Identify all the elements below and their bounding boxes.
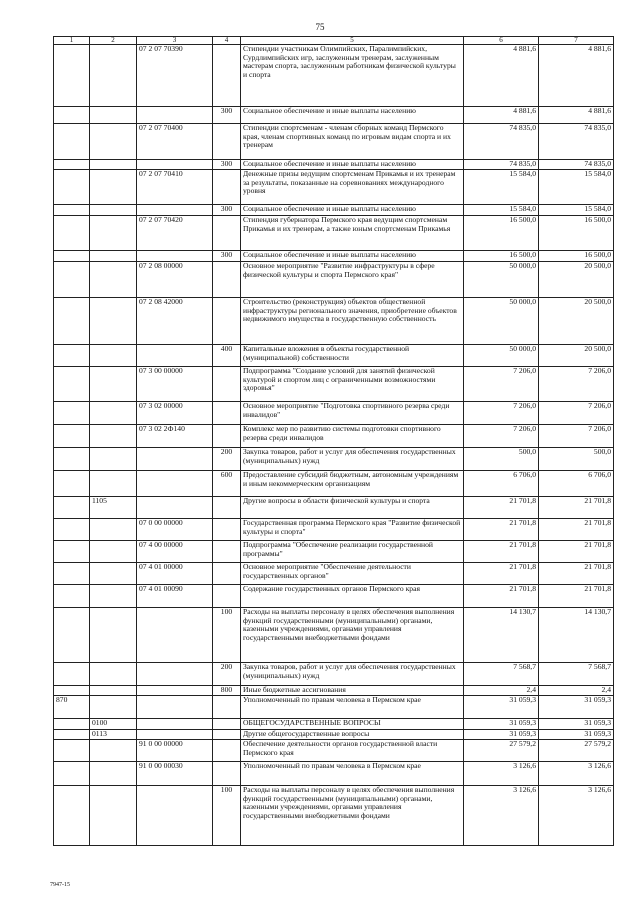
- ministry-code-cell: [54, 205, 90, 216]
- table-row: [54, 298, 614, 345]
- expense-type-cell: [213, 762, 241, 786]
- amount-year1-cell: 500,0: [464, 448, 539, 471]
- section-code-cell: [90, 519, 137, 541]
- section-code-cell: [90, 425, 137, 448]
- expense-type-cell: [213, 170, 241, 205]
- table-row: [54, 107, 614, 124]
- amount-year2-cell: 3 126,6: [539, 786, 614, 846]
- expense-type-cell: [213, 402, 241, 425]
- budget-table: [53, 36, 614, 846]
- ministry-code-cell: [54, 608, 90, 663]
- target-article-cell: 91 0 00 00030: [137, 762, 213, 786]
- expense-type-cell: [213, 730, 241, 740]
- target-article-cell: [137, 786, 213, 846]
- amount-year2-cell: 20 500,0: [539, 262, 614, 298]
- amount-year1-cell: 50 000,0: [464, 345, 539, 367]
- amount-year2-cell: 6 706,0: [539, 471, 614, 497]
- description-cell: Стипендии спортсменам - членам сборных команд Пермского края, членам спортивных команд по игровым видам спорта и их тренерам: [241, 124, 464, 160]
- table-row: [54, 124, 614, 160]
- amount-year2-cell: 4 881,6: [539, 45, 614, 107]
- target-article-cell: 07 2 07 70390: [137, 45, 213, 107]
- section-code-cell: [90, 124, 137, 160]
- ministry-code-cell: [54, 740, 90, 762]
- amount-year1-cell: 15 584,0: [464, 170, 539, 205]
- table-row: [54, 740, 614, 762]
- ministry-code-cell: [54, 367, 90, 402]
- table-row: [54, 448, 614, 471]
- expense-type-cell: 800: [213, 686, 241, 696]
- description-cell: Обеспечение деятельности органов государственной власти Пермского края: [241, 740, 464, 762]
- target-article-cell: [137, 107, 213, 124]
- table-row: [54, 160, 614, 170]
- expense-type-cell: [213, 719, 241, 730]
- amount-year1-cell: 14 130,7: [464, 608, 539, 663]
- target-article-cell: 07 4 00 00000: [137, 541, 213, 563]
- target-article-cell: 07 2 07 70420: [137, 216, 213, 251]
- amount-year1-cell: 31 059,3: [464, 719, 539, 730]
- expense-type-cell: [213, 45, 241, 107]
- expense-type-cell: 300: [213, 107, 241, 124]
- table-row: [54, 730, 614, 740]
- section-code-cell: [90, 585, 137, 608]
- table-row: [54, 45, 614, 107]
- section-code-cell: [90, 786, 137, 846]
- amount-year1-cell: 31 059,3: [464, 696, 539, 719]
- amount-year1-cell: 7 206,0: [464, 402, 539, 425]
- amount-year1-cell: 7 568,7: [464, 663, 539, 686]
- target-article-cell: [137, 160, 213, 170]
- section-code-cell: [90, 686, 137, 696]
- expense-type-cell: 400: [213, 345, 241, 367]
- description-cell: Основное мероприятие "Развитие инфраструктуры в сфере физической культуры и спорта Пермского края": [241, 262, 464, 298]
- table-row: [54, 719, 614, 730]
- amount-year1-cell: 7 206,0: [464, 367, 539, 402]
- expense-type-cell: [213, 541, 241, 563]
- description-cell: Закупка товаров, работ и услуг для обеспечения государственных (муниципальных) нужд: [241, 663, 464, 686]
- amount-year1-cell: 6 706,0: [464, 471, 539, 497]
- description-cell: Иные бюджетные ассигнования: [241, 686, 464, 696]
- amount-year2-cell: 7 206,0: [539, 367, 614, 402]
- column-number: 6: [464, 37, 539, 45]
- table-row: [54, 471, 614, 497]
- section-code-cell: [90, 541, 137, 563]
- description-cell: Социальное обеспечение и иные выплаты населению: [241, 160, 464, 170]
- amount-year2-cell: 4 881,6: [539, 107, 614, 124]
- section-code-cell: [90, 608, 137, 663]
- expense-type-cell: 200: [213, 448, 241, 471]
- table-row: [54, 251, 614, 262]
- table-row: [54, 425, 614, 448]
- section-code-cell: [90, 367, 137, 402]
- section-code-cell: 1105: [90, 497, 137, 519]
- section-code-cell: [90, 251, 137, 262]
- amount-year1-cell: 21 701,8: [464, 519, 539, 541]
- amount-year1-cell: 50 000,0: [464, 262, 539, 298]
- table-row: [54, 696, 614, 719]
- table-row: [54, 345, 614, 367]
- section-code-cell: [90, 402, 137, 425]
- amount-year2-cell: 7 206,0: [539, 402, 614, 425]
- target-article-cell: 07 4 01 00000: [137, 563, 213, 585]
- target-article-cell: [137, 471, 213, 497]
- target-article-cell: 07 3 00 00000: [137, 367, 213, 402]
- table-row: [54, 262, 614, 298]
- target-article-cell: [137, 686, 213, 696]
- amount-year1-cell: 74 835,0: [464, 160, 539, 170]
- target-article-cell: 07 2 07 70410: [137, 170, 213, 205]
- ministry-code-cell: [54, 719, 90, 730]
- expense-type-cell: [213, 124, 241, 160]
- expense-type-cell: 300: [213, 205, 241, 216]
- column-number: 3: [137, 37, 213, 45]
- ministry-code-cell: [54, 298, 90, 345]
- description-cell: Комплекс мер по развитию системы подготовки спортивного резерва среди инвалидов: [241, 425, 464, 448]
- amount-year1-cell: 3 126,6: [464, 762, 539, 786]
- ministry-code-cell: [54, 686, 90, 696]
- amount-year2-cell: 31 059,3: [539, 696, 614, 719]
- section-code-cell: [90, 563, 137, 585]
- amount-year1-cell: 21 701,8: [464, 497, 539, 519]
- amount-year2-cell: 21 701,8: [539, 585, 614, 608]
- expense-type-cell: [213, 367, 241, 402]
- amount-year1-cell: 21 701,8: [464, 563, 539, 585]
- amount-year2-cell: 74 835,0: [539, 124, 614, 160]
- amount-year1-cell: 2,4: [464, 686, 539, 696]
- target-article-cell: 07 3 02 00000: [137, 402, 213, 425]
- table-row: [54, 205, 614, 216]
- column-number-row: [54, 37, 614, 45]
- expense-type-cell: [213, 696, 241, 719]
- ministry-code-cell: [54, 124, 90, 160]
- target-article-cell: [137, 345, 213, 367]
- target-article-cell: [137, 205, 213, 216]
- amount-year1-cell: 31 059,3: [464, 730, 539, 740]
- amount-year2-cell: 21 701,8: [539, 519, 614, 541]
- ministry-code-cell: [54, 497, 90, 519]
- column-number: 2: [90, 37, 137, 45]
- section-code-cell: [90, 471, 137, 497]
- table-row: [54, 541, 614, 563]
- expense-type-cell: [213, 740, 241, 762]
- section-code-cell: 0100: [90, 719, 137, 730]
- table-body: [54, 45, 614, 846]
- amount-year2-cell: 21 701,8: [539, 563, 614, 585]
- description-cell: Уполномоченный по правам человека в Пермском крае: [241, 762, 464, 786]
- description-cell: Стипендия губернатора Пермского края ведущим спортсменам Прикамья и их тренерам, а также юным спортсменам Прикамья: [241, 216, 464, 251]
- amount-year2-cell: 27 579,2: [539, 740, 614, 762]
- amount-year2-cell: 15 584,0: [539, 170, 614, 205]
- table-row: [54, 686, 614, 696]
- ministry-code-cell: 870: [54, 696, 90, 719]
- amount-year2-cell: 21 701,8: [539, 497, 614, 519]
- description-cell: Основное мероприятие "Подготовка спортивного резерва среди инвалидов": [241, 402, 464, 425]
- expense-type-cell: [213, 298, 241, 345]
- amount-year2-cell: 20 500,0: [539, 345, 614, 367]
- target-article-cell: 07 4 01 00090: [137, 585, 213, 608]
- ministry-code-cell: [54, 563, 90, 585]
- ministry-code-cell: [54, 585, 90, 608]
- amount-year2-cell: 74 835,0: [539, 160, 614, 170]
- table-row: [54, 497, 614, 519]
- ministry-code-cell: [54, 663, 90, 686]
- target-article-cell: 91 0 00 00000: [137, 740, 213, 762]
- amount-year1-cell: 3 126,6: [464, 786, 539, 846]
- target-article-cell: [137, 696, 213, 719]
- description-cell: Стипендии участникам Олимпийских, Паралимпийских, Сурдлимпийских игр, заслуженным тренерам, заслуженным мастерам спорта, заслуженным работникам физической культуры и спорта: [241, 45, 464, 107]
- amount-year2-cell: 7 206,0: [539, 425, 614, 448]
- amount-year2-cell: 2,4: [539, 686, 614, 696]
- ministry-code-cell: [54, 45, 90, 107]
- table-row: [54, 608, 614, 663]
- amount-year2-cell: 15 584,0: [539, 205, 614, 216]
- amount-year2-cell: 16 500,0: [539, 251, 614, 262]
- amount-year1-cell: 7 206,0: [464, 425, 539, 448]
- section-code-cell: [90, 345, 137, 367]
- amount-year2-cell: 20 500,0: [539, 298, 614, 345]
- page-number: 75: [315, 22, 325, 32]
- description-cell: Расходы на выплаты персоналу в целях обеспечения выполнения функций государственными (муниципальными) органами, казенными учреждениями, органами управления государственными внебюджетными фондами: [241, 608, 464, 663]
- ministry-code-cell: [54, 170, 90, 205]
- target-article-cell: 07 3 02 2Ф140: [137, 425, 213, 448]
- column-number: 4: [213, 37, 241, 45]
- target-article-cell: [137, 251, 213, 262]
- section-code-cell: [90, 205, 137, 216]
- section-code-cell: [90, 298, 137, 345]
- table-row: [54, 402, 614, 425]
- description-cell: Содержание государственных органов Пермского края: [241, 585, 464, 608]
- section-code-cell: [90, 740, 137, 762]
- table-row: [54, 216, 614, 251]
- expense-type-cell: [213, 425, 241, 448]
- description-cell: Закупка товаров, работ и услуг для обеспечения государственных (муниципальных) нужд: [241, 448, 464, 471]
- ministry-code-cell: [54, 730, 90, 740]
- column-number: 7: [539, 37, 614, 45]
- amount-year1-cell: 50 000,0: [464, 298, 539, 345]
- expense-type-cell: [213, 216, 241, 251]
- description-cell: Подпрограмма "Создание условий для занятий физической культурой и спортом лиц с ограниченными возможностями здоровья": [241, 367, 464, 402]
- amount-year1-cell: 16 500,0: [464, 216, 539, 251]
- description-cell: Расходы на выплаты персоналу в целях обеспечения выполнения функций государственными (муниципальными) органами, казенными учреждениями, органами управления государственными внебюджетными фондами: [241, 786, 464, 846]
- expense-type-cell: [213, 497, 241, 519]
- target-article-cell: [137, 730, 213, 740]
- description-cell: Другие вопросы в области физической культуры и спорта: [241, 497, 464, 519]
- table-row: [54, 563, 614, 585]
- description-cell: Капитальные вложения в объекты государственной (муниципальной) собственности: [241, 345, 464, 367]
- table-row: [54, 663, 614, 686]
- ministry-code-cell: [54, 345, 90, 367]
- ministry-code-cell: [54, 471, 90, 497]
- amount-year2-cell: 31 059,3: [539, 730, 614, 740]
- ministry-code-cell: [54, 251, 90, 262]
- description-cell: Денежные призы ведущим спортсменам Прикамья и их тренерам за результаты, показанные на соревнованиях международного уровня: [241, 170, 464, 205]
- description-cell: Строительство (реконструкция) объектов общественной инфраструктуры регионального значения, приобретение объектов недвижимого имущества в государственную собственность: [241, 298, 464, 345]
- target-article-cell: 07 2 08 42000: [137, 298, 213, 345]
- target-article-cell: 07 2 08 00000: [137, 262, 213, 298]
- section-code-cell: [90, 663, 137, 686]
- amount-year2-cell: 21 701,8: [539, 541, 614, 563]
- table-row: [54, 786, 614, 846]
- ministry-code-cell: [54, 541, 90, 563]
- description-cell: Уполномоченный по правам человека в Пермском крае: [241, 696, 464, 719]
- amount-year1-cell: 16 500,0: [464, 251, 539, 262]
- expense-type-cell: [213, 262, 241, 298]
- ministry-code-cell: [54, 262, 90, 298]
- footer-document-code: 7947-15: [50, 882, 70, 888]
- table-row: [54, 519, 614, 541]
- target-article-cell: [137, 608, 213, 663]
- ministry-code-cell: [54, 402, 90, 425]
- target-article-cell: [137, 448, 213, 471]
- amount-year1-cell: 74 835,0: [464, 124, 539, 160]
- expense-type-cell: 200: [213, 663, 241, 686]
- description-cell: Социальное обеспечение и иные выплаты населению: [241, 205, 464, 216]
- section-code-cell: [90, 262, 137, 298]
- expense-type-cell: [213, 563, 241, 585]
- amount-year2-cell: 500,0: [539, 448, 614, 471]
- target-article-cell: 07 2 07 70400: [137, 124, 213, 160]
- ministry-code-cell: [54, 107, 90, 124]
- amount-year2-cell: 7 568,7: [539, 663, 614, 686]
- amount-year1-cell: 15 584,0: [464, 205, 539, 216]
- ministry-code-cell: [54, 448, 90, 471]
- description-cell: Предоставление субсидий бюджетным, автономным учреждениям и иным некоммерческим организациям: [241, 471, 464, 497]
- column-number: 5: [241, 37, 464, 45]
- description-cell: Основное мероприятие "Обеспечение деятельности государственных органов": [241, 563, 464, 585]
- amount-year1-cell: 4 881,6: [464, 45, 539, 107]
- expense-type-cell: 100: [213, 786, 241, 846]
- target-article-cell: 07 0 00 00000: [137, 519, 213, 541]
- expense-type-cell: 300: [213, 251, 241, 262]
- section-code-cell: [90, 170, 137, 205]
- description-cell: ОБЩЕГОСУДАРСТВЕННЫЕ ВОПРОСЫ: [241, 719, 464, 730]
- table-row: [54, 170, 614, 205]
- section-code-cell: [90, 696, 137, 719]
- table-row: [54, 367, 614, 402]
- amount-year2-cell: 31 059,3: [539, 719, 614, 730]
- section-code-cell: [90, 160, 137, 170]
- section-code-cell: [90, 45, 137, 107]
- description-cell: Государственная программа Пермского края "Развитие физической культуры и спорта": [241, 519, 464, 541]
- expense-type-cell: [213, 585, 241, 608]
- amount-year2-cell: 3 126,6: [539, 762, 614, 786]
- amount-year1-cell: 21 701,8: [464, 541, 539, 563]
- expense-type-cell: [213, 519, 241, 541]
- column-number: 1: [54, 37, 90, 45]
- section-code-cell: [90, 216, 137, 251]
- ministry-code-cell: [54, 216, 90, 251]
- section-code-cell: [90, 762, 137, 786]
- section-code-cell: 0113: [90, 730, 137, 740]
- ministry-code-cell: [54, 425, 90, 448]
- table-row: [54, 585, 614, 608]
- description-cell: Социальное обеспечение и иные выплаты населению: [241, 107, 464, 124]
- amount-year2-cell: 16 500,0: [539, 216, 614, 251]
- description-cell: Другие общегосударственные вопросы: [241, 730, 464, 740]
- section-code-cell: [90, 107, 137, 124]
- ministry-code-cell: [54, 786, 90, 846]
- amount-year2-cell: 14 130,7: [539, 608, 614, 663]
- amount-year1-cell: 4 881,6: [464, 107, 539, 124]
- section-code-cell: [90, 448, 137, 471]
- target-article-cell: [137, 497, 213, 519]
- target-article-cell: [137, 663, 213, 686]
- ministry-code-cell: [54, 519, 90, 541]
- expense-type-cell: 600: [213, 471, 241, 497]
- amount-year1-cell: 21 701,8: [464, 585, 539, 608]
- ministry-code-cell: [54, 762, 90, 786]
- target-article-cell: [137, 719, 213, 730]
- table-row: [54, 762, 614, 786]
- amount-year1-cell: 27 579,2: [464, 740, 539, 762]
- ministry-code-cell: [54, 160, 90, 170]
- description-cell: Подпрограмма "Обеспечение реализации государственной программы": [241, 541, 464, 563]
- description-cell: Социальное обеспечение и иные выплаты населению: [241, 251, 464, 262]
- expense-type-cell: 100: [213, 608, 241, 663]
- expense-type-cell: 300: [213, 160, 241, 170]
